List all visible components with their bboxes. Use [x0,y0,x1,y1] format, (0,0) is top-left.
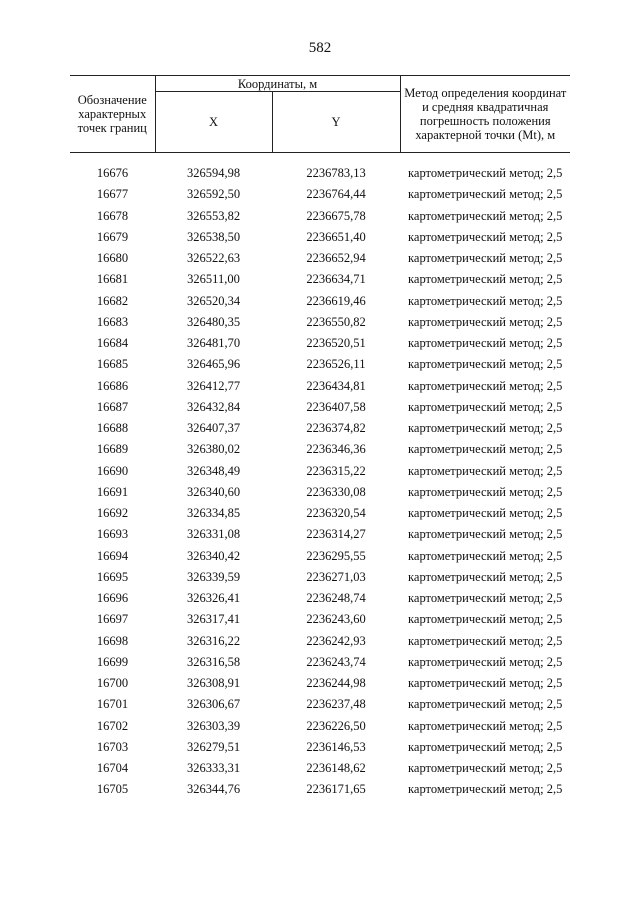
y-coordinate-cell: 2236148,62 [306,761,366,776]
x-coordinate-cell: 326594,98 [186,166,241,181]
point-id-cell: 16689 [96,442,129,457]
y-coordinate-cell: 2236346,36 [306,442,366,457]
method-cell: картометрический метод; 2,5 [408,314,563,329]
y-coordinate-cell: 2236171,65 [306,782,366,797]
table-row [70,694,570,715]
point-id-cell: 16698 [96,633,129,648]
point-id-cell: 16687 [96,399,129,414]
point-id-cell: 16688 [96,421,129,436]
x-coordinate-cell: 326334,85 [186,506,241,521]
x-coordinate-cell: 326303,39 [186,718,241,733]
method-cell: картометрический метод; 2,5 [408,229,563,244]
method-cell: картометрический метод; 2,5 [408,633,563,648]
point-id-cell: 16704 [96,761,129,776]
method-cell: картометрический метод; 2,5 [408,442,563,457]
x-coordinate-cell: 326407,37 [186,421,241,436]
table-row [70,716,570,737]
point-id-cell: 16701 [96,697,129,712]
method-cell: картометрический метод; 2,5 [408,591,563,606]
table-row [70,652,570,673]
method-cell: картометрический метод; 2,5 [408,251,563,266]
y-coordinate-cell: 2236243,60 [306,612,366,627]
point-id-cell: 16677 [96,187,129,202]
table-row [70,269,570,290]
point-id-cell: 16692 [96,506,129,521]
point-id-cell: 16679 [96,229,129,244]
y-coordinate-cell: 2236226,50 [306,718,366,733]
x-coordinate-cell: 326481,70 [186,336,241,351]
method-cell: картометрический метод; 2,5 [408,357,563,372]
x-coordinate-cell: 326340,42 [186,548,241,563]
y-coordinate-cell: 2236651,40 [306,229,366,244]
y-header: Y [272,92,400,153]
point-id-cell: 16696 [96,591,129,606]
y-coordinate-cell: 2236407,58 [306,399,366,414]
y-coordinate-cell: 2236619,46 [306,293,366,308]
table-row [70,312,570,333]
x-header: X [155,92,272,153]
y-coordinate-cell: 2236315,22 [306,463,366,478]
x-coordinate-cell: 326339,59 [186,569,241,584]
x-coordinate-cell: 326316,58 [186,654,241,669]
method-cell: картометрический метод; 2,5 [408,654,563,669]
y-coordinate-cell: 2236320,54 [306,506,366,521]
point-id-cell: 16690 [96,463,129,478]
page-number: 582 [308,40,332,56]
y-coordinate-cell: 2236526,11 [306,357,366,372]
table-row [70,206,570,227]
point-id-cell: 16694 [96,548,129,563]
table-row [70,779,570,800]
point-id-cell: 16702 [96,718,129,733]
point-id-cell: 16697 [96,612,129,627]
x-coordinate-cell: 326465,96 [186,357,241,372]
method-cell: картометрический метод; 2,5 [408,527,563,542]
method-cell: картометрический метод; 2,5 [408,166,563,181]
method-cell: картометрический метод; 2,5 [408,506,563,521]
table-row [70,482,570,503]
y-coordinate-cell: 2236634,71 [306,272,366,287]
point-id-cell: 16693 [96,527,129,542]
table-row [70,227,570,248]
point-id-cell: 16695 [96,569,129,584]
table-row [70,418,570,439]
table-row [70,737,570,758]
table-row [70,248,570,269]
table-row [70,546,570,567]
coordinates-header: Координаты, м [155,76,400,92]
y-coordinate-cell: 2236314,27 [306,527,366,542]
x-coordinate-cell: 326592,50 [186,187,241,202]
table-row [70,567,570,588]
x-coordinate-cell: 326279,51 [186,739,241,754]
point-id-cell: 16703 [96,739,129,754]
table-row [70,631,570,652]
point-id-cell: 16700 [96,676,129,691]
y-coordinate-cell: 2236434,81 [306,378,366,393]
table-row [70,524,570,545]
x-coordinate-cell: 326432,84 [186,399,241,414]
table-row [70,184,570,205]
x-coordinate-cell: 326317,41 [186,612,241,627]
method-cell: картометрический метод; 2,5 [408,399,563,414]
y-coordinate-cell: 2236243,74 [306,654,366,669]
y-coordinate-cell: 2236244,98 [306,676,366,691]
y-coordinate-cell: 2236652,94 [306,251,366,266]
table-row [70,376,570,397]
y-coordinate-cell: 2236237,48 [306,697,366,712]
method-cell: картометрический метод; 2,5 [408,421,563,436]
x-coordinate-cell: 326522,63 [186,251,241,266]
coordinates-table [70,75,570,801]
y-coordinate-cell: 2236783,13 [306,166,366,181]
table-row [70,333,570,354]
table-row [70,397,570,418]
method-cell: картометрический метод; 2,5 [408,187,563,202]
x-coordinate-cell: 326331,08 [186,527,241,542]
y-coordinate-cell: 2236248,74 [306,591,366,606]
y-coordinate-cell: 2236271,03 [306,569,366,584]
x-coordinate-cell: 326308,91 [186,676,241,691]
point-id-cell: 16705 [96,782,129,797]
x-coordinate-cell: 326520,34 [186,293,241,308]
point-id-cell: 16686 [96,378,129,393]
method-cell: картометрический метод; 2,5 [408,697,563,712]
method-cell: картометрический метод; 2,5 [408,548,563,563]
y-coordinate-cell: 2236675,78 [306,208,366,223]
method-header: Метод определения координат и средняя квадратичная погрешность положения характерной точки (Mt), м [400,76,570,153]
x-coordinate-cell: 326511,00 [187,272,240,287]
x-coordinate-cell: 326538,50 [186,229,241,244]
y-coordinate-cell: 2236764,44 [306,187,366,202]
point-id-cell: 16699 [96,654,129,669]
method-cell: картометрический метод; 2,5 [408,761,563,776]
point-id-cell: 16680 [96,251,129,266]
method-cell: картометрический метод; 2,5 [408,293,563,308]
method-cell: картометрический метод; 2,5 [408,739,563,754]
y-coordinate-cell: 2236295,55 [306,548,366,563]
y-coordinate-cell: 2236550,82 [306,314,366,329]
x-coordinate-cell: 326412,77 [186,378,241,393]
point-id-cell: 16691 [96,484,129,499]
point-id-cell: 16685 [96,357,129,372]
method-cell: картометрический метод; 2,5 [408,782,563,797]
x-coordinate-cell: 326553,82 [186,208,241,223]
table-row [70,354,570,375]
point-id-cell: 16683 [96,314,129,329]
table-body [70,153,570,801]
method-cell: картометрический метод; 2,5 [408,336,563,351]
x-coordinate-cell: 326340,60 [186,484,241,499]
x-coordinate-cell: 326306,67 [186,697,241,712]
x-coordinate-cell: 326326,41 [186,591,241,606]
table-row [70,461,570,482]
point-id-cell: 16684 [96,336,129,351]
table-row [70,609,570,630]
point-id-cell: 16678 [96,208,129,223]
method-cell: картометрический метод; 2,5 [408,676,563,691]
table-row [70,291,570,312]
table-row [70,758,570,779]
x-coordinate-cell: 326480,35 [186,314,241,329]
table-row [70,503,570,524]
method-cell: картометрический метод; 2,5 [408,272,563,287]
method-cell: картометрический метод; 2,5 [408,718,563,733]
designation-header: Обозначение характерных точек границ [70,76,155,153]
method-cell: картометрический метод; 2,5 [408,484,563,499]
method-cell: картометрический метод; 2,5 [408,208,563,223]
point-id-cell: 16676 [96,166,129,181]
table-row [70,673,570,694]
method-cell: картометрический метод; 2,5 [408,378,563,393]
x-coordinate-cell: 326348,49 [186,463,241,478]
method-cell: картометрический метод; 2,5 [408,463,563,478]
method-cell: картометрический метод; 2,5 [408,569,563,584]
table-row [70,588,570,609]
method-cell: картометрический метод; 2,5 [408,612,563,627]
point-id-cell: 16681 [96,272,129,287]
table-row [70,153,570,185]
y-coordinate-cell: 2236374,82 [306,421,366,436]
x-coordinate-cell: 326344,76 [186,782,241,797]
x-coordinate-cell: 326380,02 [186,442,241,457]
table-header [70,76,570,153]
table-row [70,439,570,460]
x-coordinate-cell: 326333,31 [186,761,241,776]
y-coordinate-cell: 2236330,08 [306,484,366,499]
point-id-cell: 16682 [96,293,129,308]
y-coordinate-cell: 2236242,93 [306,633,366,648]
y-coordinate-cell: 2236520,51 [306,336,366,351]
x-coordinate-cell: 326316,22 [186,633,241,648]
y-coordinate-cell: 2236146,53 [306,739,366,754]
